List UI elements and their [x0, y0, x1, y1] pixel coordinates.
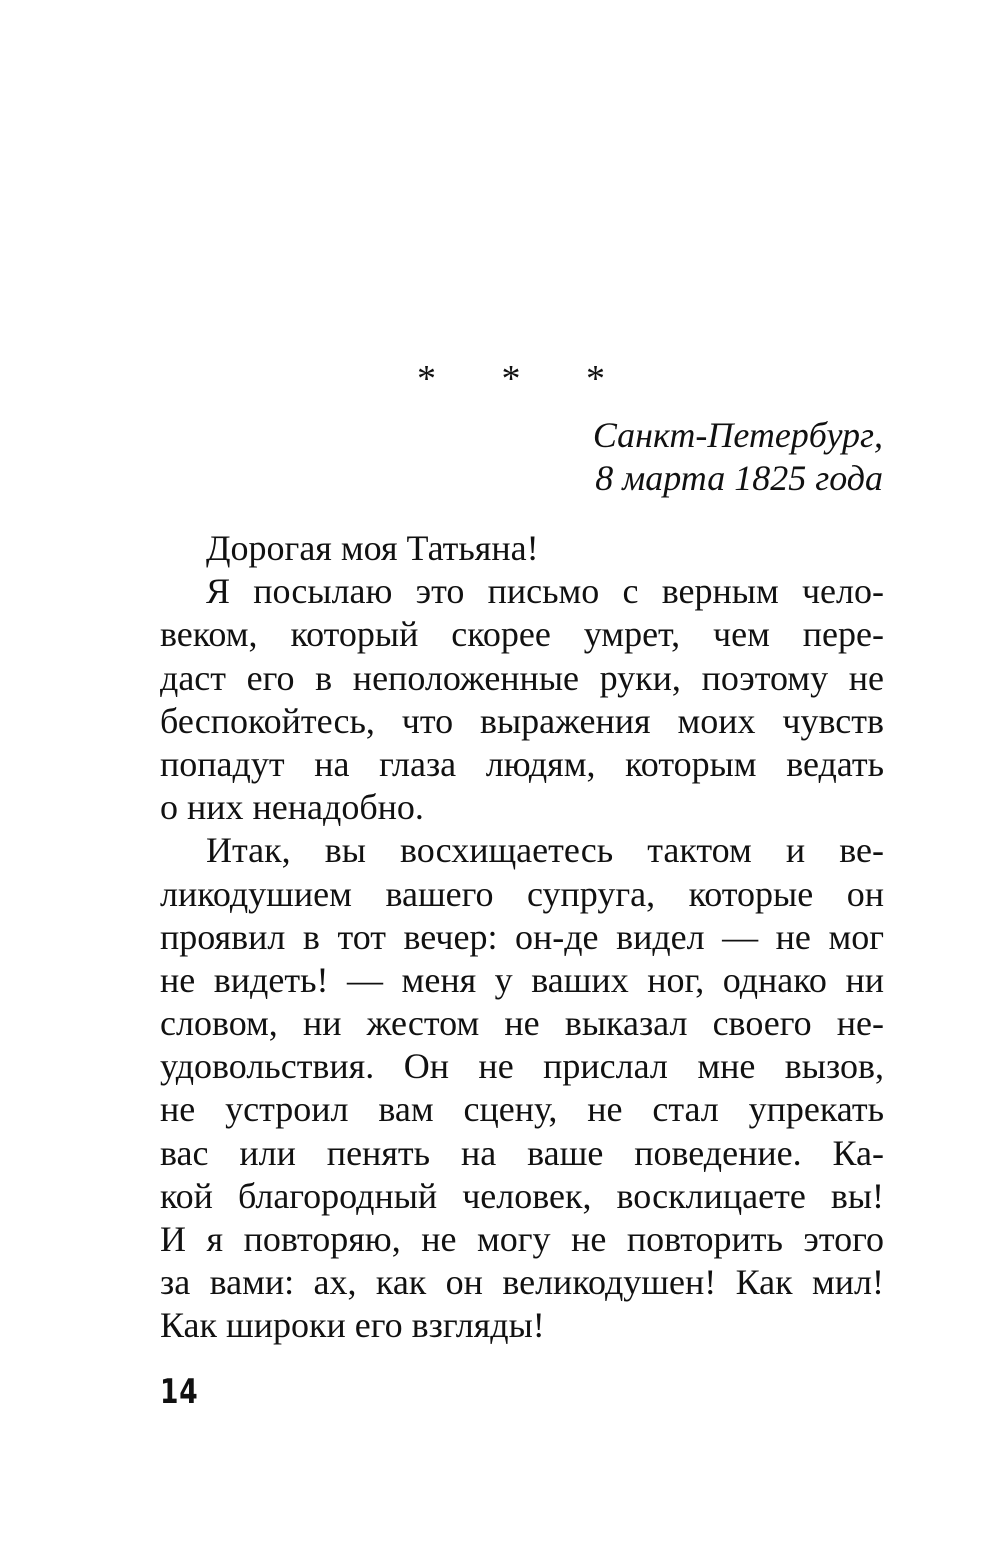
paragraph-2-line-6: удовольствия. Он не прислал мне вызов, — [160, 1046, 884, 1087]
paragraph-1-line-2: веком, который скорее умрет, чем пере- — [160, 614, 884, 655]
paragraph-2-line-4: не видеть! — меня у ваших ног, однако ни — [160, 959, 884, 1000]
paragraph-2-line-1: Итак, вы восхищаетесь тактом и ве- — [206, 830, 884, 871]
paragraph-1-line-3: даст его в неположенные руки, поэтому не — [160, 657, 884, 698]
paragraph-1-line-5: попадут на глаза людям, которым ведать — [160, 743, 884, 784]
paragraph-2-line-5: словом, ни жестом не выказал своего не- — [160, 1003, 884, 1044]
page-number: 14 — [160, 1372, 199, 1412]
paragraph-2-line-10: И я повторяю, не могу не повторить этого — [160, 1219, 884, 1259]
paragraph-1-line-1: Я посылаю это письмо с верным чело- — [206, 571, 884, 612]
paragraph-2-line-12: Как широки его взгляды! — [160, 1305, 545, 1346]
paragraph-2-line-2: ликодушием вашего супруга, которые он — [160, 873, 884, 914]
paragraph-2-line-9: кой благородный человек, восклицаете вы! — [160, 1175, 884, 1216]
paragraph-2-line-3: проявил в тот вечер: он-де видел — не мог — [160, 916, 884, 957]
paragraph-2-line-7: не устроил вам сцену, не стал упрекать — [160, 1089, 884, 1130]
letter-body — [160, 527, 884, 1348]
paragraph-1-line-4: беспокойтесь, что выражения моих чувств — [160, 700, 884, 741]
dateline-date: 8 марта 1825 года — [595, 458, 883, 498]
dateline-place: Санкт-Петербург, — [592, 415, 883, 455]
section-separator: * * * — [417, 358, 633, 400]
letter-dateline — [593, 414, 883, 500]
paragraph-1-line-6: о них ненадобно. — [160, 787, 424, 828]
paragraph-2-line-11: за вами: ах, как он великодушен! Как мил! — [160, 1262, 884, 1303]
paragraph-2-line-8: вас или пенять на ваше поведение. Ка- — [160, 1132, 884, 1173]
letter-salutation: Дорогая моя Татьяна! — [206, 528, 539, 568]
